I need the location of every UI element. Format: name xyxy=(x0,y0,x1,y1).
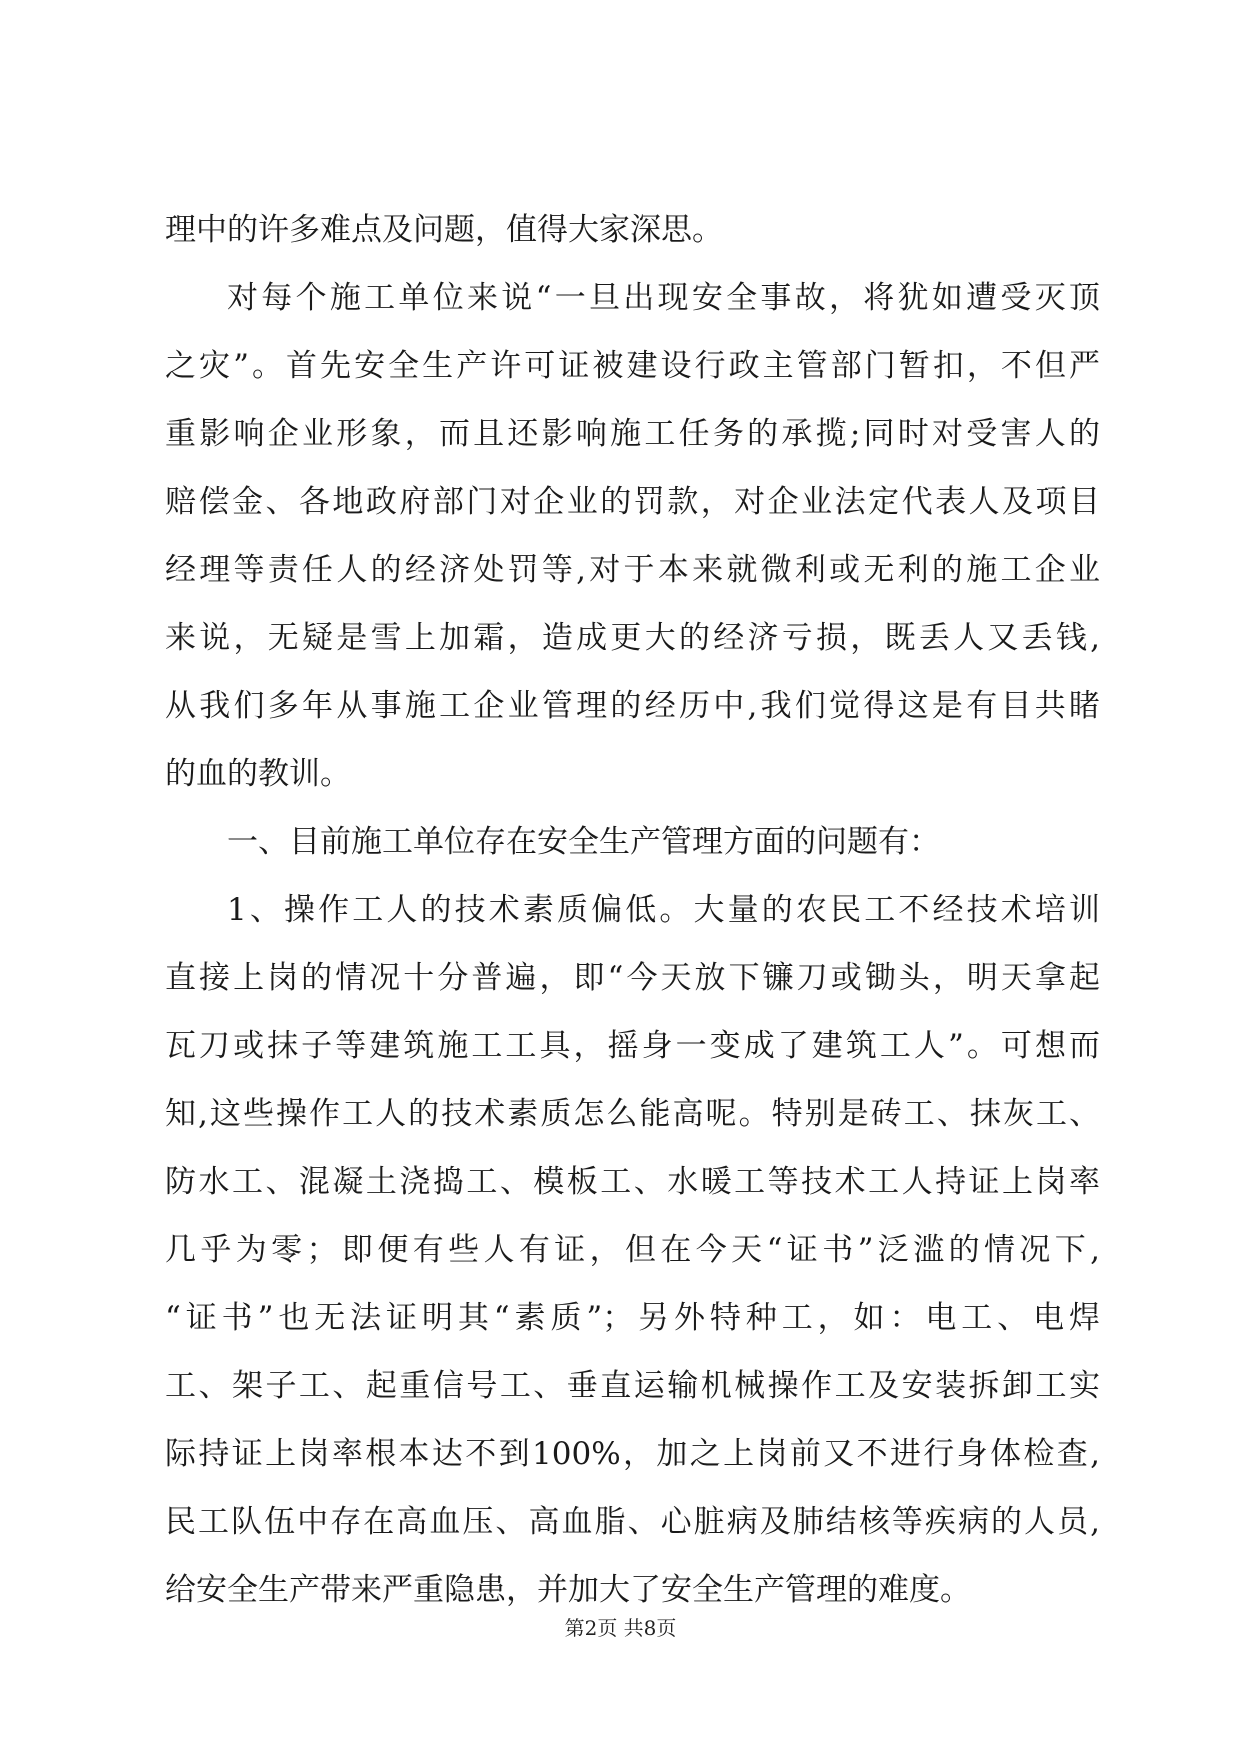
text-line: 来说，无疑是雪上加霜，造成更大的经济亏损，既丢人又丢钱, xyxy=(165,620,1100,656)
text-line: 重影响企业形象，而且还影响施工任务的承揽;同时对受害人的 xyxy=(165,416,1100,452)
text-line: 赔偿金、各地政府部门对企业的罚款，对企业法定代表人及项目 xyxy=(165,484,1100,520)
text-line: 经理等责任人的经济处罚等,对于本来就微利或无利的施工企业 xyxy=(165,552,1100,588)
document-body xyxy=(165,196,1100,1624)
text-line: 防水工、混凝土浇捣工、模板工、水暖工等技术工人持证上岗率 xyxy=(165,1164,1100,1200)
text-line: 对每个施工单位来说“一旦出现安全事故，将犹如遭受灭顶 xyxy=(227,280,1100,316)
text-line: “证书”也无法证明其“素质”；另外特种工，如：电工、电焊 xyxy=(165,1300,1100,1336)
text-line: 一、目前施工单位存在安全生产管理方面的问题有： xyxy=(227,824,940,860)
page-number-footer: 第2页 共8页 xyxy=(564,1616,677,1640)
text-line: 瓦刀或抹子等建筑施工工具，摇身一变成了建筑工人”。可想而 xyxy=(165,1028,1100,1064)
text-line: 际持证上岗率根本达不到100%，加之上岗前又不进行身体检查, xyxy=(165,1436,1100,1472)
text-line: 知,这些操作工人的技术素质怎么能高呢。特别是砖工、抹灰工、 xyxy=(165,1096,1100,1132)
text-line: 1、操作工人的技术素质偏低。大量的农民工不经技术培训 xyxy=(227,892,1100,928)
text-line: 的血的教训。 xyxy=(165,756,351,792)
text-line: 直接上岗的情况十分普遍，即“今天放下镰刀或锄头，明天拿起 xyxy=(165,960,1100,996)
text-line: 工、架子工、起重信号工、垂直运输机械操作工及安装拆卸工实 xyxy=(165,1368,1100,1404)
text-line: 民工队伍中存在高血压、高血脂、心脏病及肺结核等疾病的人员, xyxy=(165,1504,1100,1540)
text-line: 之灾”。首先安全生产许可证被建设行政主管部门暂扣，不但严 xyxy=(165,348,1100,384)
text-line: 理中的许多难点及问题，值得大家深思。 xyxy=(165,212,723,248)
text-line: 几乎为零；即便有些人有证，但在今天“证书”泛滥的情况下, xyxy=(165,1232,1100,1268)
text-line: 给安全生产带来严重隐患，并加大了安全生产管理的难度。 xyxy=(165,1572,971,1608)
text-line: 从我们多年从事施工企业管理的经历中,我们觉得这是有目共睹 xyxy=(165,688,1100,724)
